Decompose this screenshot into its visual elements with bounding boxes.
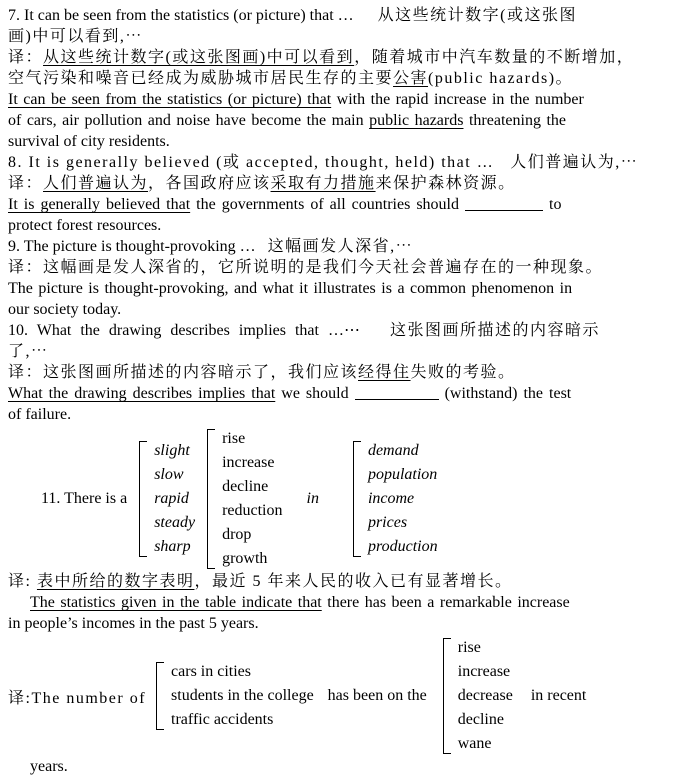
option-word: wane xyxy=(457,735,492,752)
text-segment: we should xyxy=(275,385,355,402)
adjectives-column xyxy=(147,439,195,559)
item10-heading-cont xyxy=(8,341,669,362)
option-word: students in the college xyxy=(171,687,314,704)
option-word: decline xyxy=(222,478,269,495)
text-segment: to xyxy=(543,196,562,213)
underlined-text-segment: 表中所给的数字表明 xyxy=(36,573,195,590)
item8-example-en2 xyxy=(8,215,669,236)
objects-column xyxy=(361,439,438,559)
nouns-column xyxy=(215,427,282,571)
text-segment: 译：这幅画是发人深省的，它所说明的是我们今天社会普遍存在的一种现象。 xyxy=(8,259,604,276)
text-segment: 10. What the drawing describes implies that …⋯ xyxy=(8,322,360,339)
item10-example-en2 xyxy=(8,404,669,425)
item9-heading xyxy=(8,236,669,257)
item7-example-en2 xyxy=(8,110,669,131)
left-bracket xyxy=(139,441,147,557)
text-segment: 9. The picture is thought-provoking … xyxy=(8,238,256,255)
left-bracket xyxy=(207,429,215,569)
text-segment: 空气污染和噪音已经成为威胁城市居民生存的主要 xyxy=(8,70,394,87)
text-segment: 7. It can be seen from the statistics (or picture) that … xyxy=(8,7,354,24)
item10-translation-cn xyxy=(8,362,669,383)
option-word: decrease xyxy=(457,687,513,704)
left-bracket xyxy=(156,662,164,730)
underlined-text-segment: public hazards xyxy=(369,112,464,129)
text-segment: 译: xyxy=(8,573,37,590)
option-word: slight xyxy=(154,442,190,459)
text-block-items-7-10 xyxy=(8,5,669,425)
text-segment: survival of city residents. xyxy=(8,133,170,150)
fill-in-blank xyxy=(355,385,439,400)
text-segment: ，各国政府应该 xyxy=(148,175,271,192)
objects-group xyxy=(353,439,438,559)
text-segment: protect forest resources. xyxy=(8,217,162,234)
left-bracket xyxy=(443,638,451,754)
underlined-text-segment: 采取有力措施 xyxy=(270,175,376,192)
text-segment: ，最近 5 年来人民的收入已有显著增长。 xyxy=(194,573,513,590)
option-word: rise xyxy=(457,639,481,656)
item9-example-en1 xyxy=(8,278,669,299)
option-word: increase xyxy=(457,663,511,680)
text-segment: 译： xyxy=(8,175,44,192)
text-segment: years. xyxy=(30,758,68,775)
item7-example-en1 xyxy=(8,89,669,110)
item7-example-en3 xyxy=(8,131,669,152)
text-segment: 从这些统计数字(或这张图 xyxy=(377,7,578,24)
option-word: slow xyxy=(154,466,184,483)
text-segment: our society today. xyxy=(8,301,122,318)
text-segment: 这张图画所描述的内容暗示 xyxy=(389,322,600,339)
underlined-text-segment: 经得住 xyxy=(358,364,411,381)
option-word: drop xyxy=(222,526,252,543)
option-word: reduction xyxy=(222,502,283,519)
option-word: increase xyxy=(222,454,275,471)
option-word: traffic accidents xyxy=(171,711,274,728)
option-word: prices xyxy=(367,514,408,531)
item9-example-en2 xyxy=(8,299,669,320)
text-segment: the governments of all countries should xyxy=(190,196,465,213)
structure2-prefix: 译:The number of xyxy=(8,689,147,707)
underlined-text-segment: 公害 xyxy=(393,70,429,87)
option-word: income xyxy=(367,490,415,507)
item7-translation-cn2 xyxy=(8,68,669,89)
left-bracket xyxy=(353,441,361,557)
subjects-column xyxy=(164,660,314,732)
text-segment: 译： xyxy=(8,49,44,66)
text-block-item-11 xyxy=(8,571,669,634)
phrase-matrix-the-number-of xyxy=(8,636,669,756)
item8-translation-cn xyxy=(8,173,669,194)
underlined-text-segment: It is generally believed that xyxy=(8,196,191,213)
text-segment: 失败的考验。 xyxy=(410,364,516,381)
option-word: growth xyxy=(222,550,268,567)
text-segment: 人们普遍认为,⋯ xyxy=(510,154,639,171)
item7-heading xyxy=(8,5,669,26)
structure2-suffix: in recent xyxy=(530,687,587,704)
text-segment: threatening the xyxy=(463,112,566,129)
text-segment: of failure. xyxy=(8,406,72,423)
structure1-prefix: 11. There is a xyxy=(41,490,128,507)
text-segment: in people’s incomes in the past 5 years. xyxy=(8,615,259,632)
option-word: rise xyxy=(222,430,246,447)
phrase-matrix-there-is-a xyxy=(41,427,669,571)
text-segment: 来保护森林资源。 xyxy=(375,175,516,192)
item11-example-en1 xyxy=(8,592,669,613)
item8-heading xyxy=(8,152,669,173)
text-segment: (public hazards)。 xyxy=(428,70,574,87)
item7-heading-cont xyxy=(8,26,669,47)
option-word: sharp xyxy=(154,538,191,555)
fill-in-blank xyxy=(465,196,543,211)
underlined-text-segment: What the drawing describes implies that xyxy=(8,385,276,402)
text-segment: ，随着城市中汽车数量的不断增加， xyxy=(354,49,635,66)
option-word: production xyxy=(367,538,438,555)
option-word: decline xyxy=(457,711,504,728)
item8-example-en1 xyxy=(8,194,669,215)
option-word: rapid xyxy=(154,490,189,507)
text-segment: 了,⋯ xyxy=(8,343,49,360)
option-word: cars in cities xyxy=(171,663,251,680)
item11-translation-cn xyxy=(8,571,669,592)
text-segment: 译：这张图画所描述的内容暗示了，我们应该 xyxy=(8,364,359,381)
text-block-tail xyxy=(8,756,669,777)
adjectives-group xyxy=(139,439,195,559)
item10-heading xyxy=(8,320,669,341)
subjects-group xyxy=(156,660,314,732)
trends-column xyxy=(451,636,513,756)
item11b-tail xyxy=(8,756,669,777)
text-segment: with the rapid increase in the number xyxy=(331,91,584,108)
underlined-text-segment: 从这些统计数字(或这张图画)中可以看到 xyxy=(43,49,355,66)
option-word: population xyxy=(367,466,438,483)
trends-group xyxy=(443,636,513,756)
item10-example-en1 xyxy=(8,383,669,404)
item7-translation-cn xyxy=(8,47,669,68)
text-segment: 8. It is generally believed (或 accepted, thought, held) that … xyxy=(8,154,495,171)
underlined-text-segment: It can be seen from the statistics (or picture) that xyxy=(8,91,332,108)
text-segment: of cars, air pollution and noise have become the main xyxy=(8,112,370,129)
text-segment: (withstand) the test xyxy=(438,385,572,402)
option-word: demand xyxy=(367,442,419,459)
item9-translation-cn xyxy=(8,257,669,278)
item11-example-en2 xyxy=(8,613,669,634)
text-segment: The picture is thought-provoking, and what it illustrates is a common phenomenon in xyxy=(8,280,573,297)
option-word: steady xyxy=(154,514,196,531)
structure1-connector: in xyxy=(306,490,319,507)
text-segment: 画)中可以看到,⋯ xyxy=(8,28,143,45)
underlined-text-segment: The statistics given in the table indicate that xyxy=(30,594,322,611)
underlined-text-segment: 人们普遍认为 xyxy=(43,175,149,192)
structure2-middle: has been on the xyxy=(327,687,427,704)
text-segment: there has been a remarkable increase xyxy=(321,594,570,611)
text-segment: 这幅画发人深省,⋯ xyxy=(267,238,414,255)
nouns-group xyxy=(207,427,282,571)
